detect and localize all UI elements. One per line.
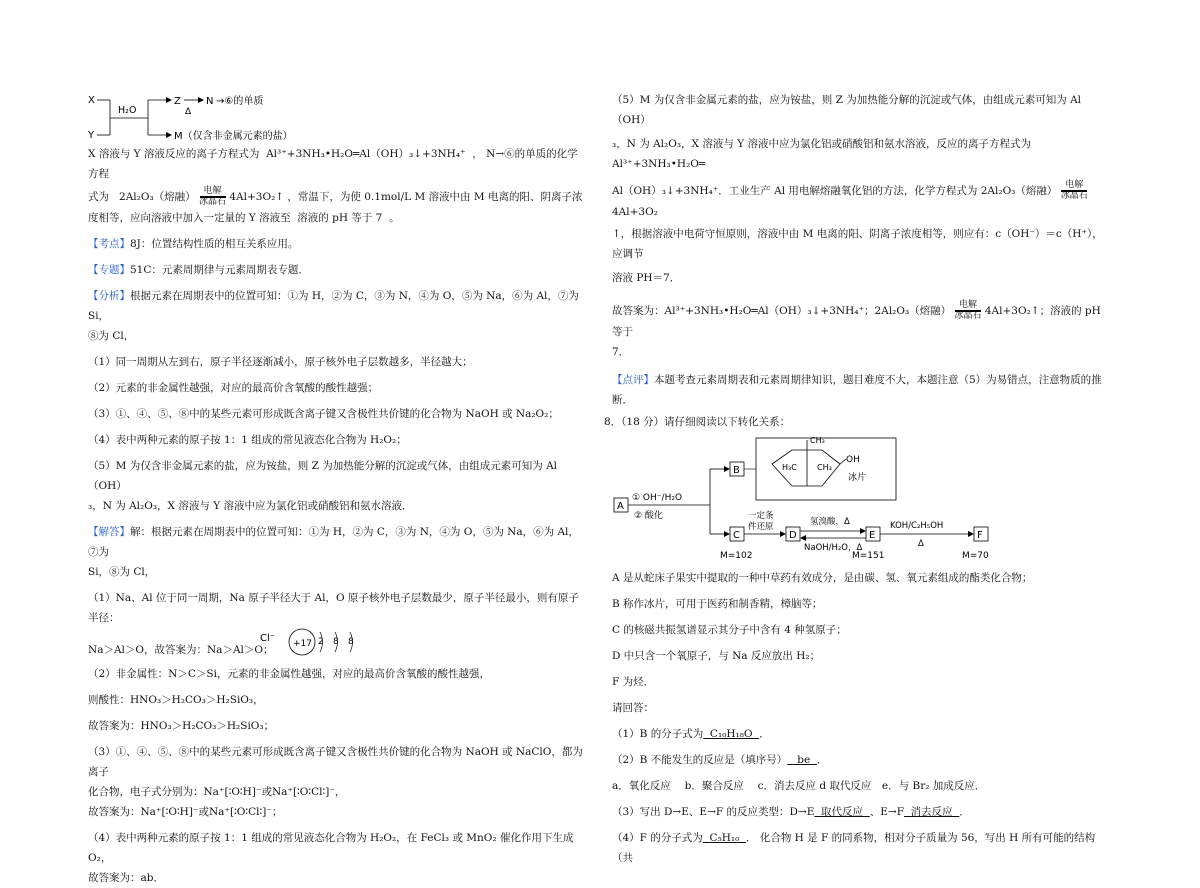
electrolysis-condition: 电解 冰晶石: [199, 186, 227, 207]
diagram-n: N: [206, 96, 214, 107]
fenxi: 【分析】根据元素在周期表中的位置可知：①为 H，②为 C，③为 N，④为 O，⑤为 Na，⑥为 Al，⑦为 Si，: [88, 290, 579, 322]
para-electrolysis: 式为 2Al₂O₃（熔融） 电解 冰晶石 4Al+3O₂↑ ，常温下，为使 0.1mol/L M 溶液中由 M 电离的阳、阴离子浓: [88, 186, 583, 207]
mass-f: M=70: [962, 551, 989, 561]
node-f: F: [977, 530, 983, 541]
r-answer: 故答案为：Al³⁺+3NH₃•H₂O═Al（OH）₃↓+3NH₄⁺；2Al₂O₃（熔融） 电解 冰晶石 4Al+3O₂↑；溶液的 pH 等于: [612, 300, 1101, 338]
fenxi-2: （2）元素的非金属性越强，对应的最高价含氧酸的酸性越强；: [88, 382, 379, 394]
r-answer-condition: 电解 冰晶石: [954, 300, 982, 321]
r-answer-cont: 7．: [612, 346, 630, 358]
b-ch3-top: CH₃: [810, 436, 825, 445]
fenxi-1: （1）同一周期从左到右，原子半径逐渐减小，原子核外电子层数越多，半径越大；: [88, 356, 473, 368]
q2-options: a．氧化反应 b．聚合反应 c．消去反应 d 取代反应 e．与 Br₂ 加成反应．: [612, 780, 986, 792]
fenxi-3: （3）①、④、⑤、⑧中的某些元素可形成既含离子键又含极性共价键的化合物为 NaOH 或 Na₂O₂；: [88, 408, 559, 420]
r-para-5: 溶液 PH＝7．: [612, 272, 681, 284]
r-para-3: Al（OH）₃↓+3NH₄⁺．工业生产 Al 用电解熔融氧化铝的方法，化学方程式为 2Al₂O₃（熔融） 电解 冰晶石 4Al+3O₂: [612, 180, 1088, 218]
para-ionic-equation: X 溶液与 Y 溶液反应的离子方程式为 Al³⁺+3NH₃•H₂O═Al（OH）₃↓+3NH₄⁺ ， N→⑥的单质的化学方程: [88, 148, 578, 180]
jieda-1-answer: Na＞Al＞O，故答案为：Na＞Al＞O；: [88, 644, 274, 656]
cl-ion-label: Cl⁻: [260, 633, 276, 644]
jieda: 【解答】解：根据元素在周期表中的位置可知：①为 H，②为 C，③为 N，④为 O，⑤为 Na，⑥为 Al，⑦为: [88, 526, 579, 558]
q4-answer: C₅H₁₀: [702, 832, 746, 844]
node-a: A: [617, 501, 624, 512]
jieda-1: （1）Na、Al 位于同一周期，Na 原子半径大于 Al，O 原子核外电子层数最少，原子半径最小，则有原子半径：: [88, 592, 579, 624]
left-column: [88, 86, 588, 888]
s6: 请回答：: [612, 702, 654, 714]
jieda-cont: Si，⑧为 Cl，: [88, 566, 156, 578]
cond-ed: NaOH/H₂O，Δ: [804, 543, 863, 553]
diagram-delta: Δ: [185, 107, 192, 117]
q2: （2）B 不能发生的反应是（填序号） be ．: [612, 754, 828, 766]
b-h3c: H₃C: [782, 463, 797, 472]
jieda-2: （2）非金属性：N＞C＞Si，元素的非金属性越强，对应的最高价含氧酸的酸性越强，: [88, 668, 490, 680]
jieda-1-row: [88, 628, 588, 658]
fenxi-4: （4）表中两种元素的原子按 1：1 组成的常见液态化合物为 H₂O₂；: [88, 434, 407, 446]
conversion-scheme: [612, 434, 1012, 564]
cl-nucleus: +17: [293, 639, 312, 649]
cond-ef-delta: Δ: [918, 539, 924, 549]
q1: （1）B 的分子式为 C₁₀H₁₈O ．: [612, 728, 770, 740]
cond-cd-1: 一定条: [748, 511, 774, 521]
s2: B 称作冰片，可用于医药和制香精，樟脑等；: [612, 598, 823, 610]
jieda-4-answer: 故答案为：ab．: [88, 872, 164, 884]
jieda-2-acid: 则酸性：HNO₃＞H₂CO₃＞H₂SiO₃，: [88, 694, 264, 706]
b-oh: OH: [846, 455, 860, 465]
cl-shell-2: 8: [333, 637, 339, 647]
s1: A 是从蛇床子果实中提取的一种中草药有效成分，是由碳、氢、氧元素组成的酯类化合物；: [612, 572, 1033, 584]
r-para-1: （5）M 为仅含非金属元素的盐，应为铵盐，则 Z 为加热能分解的沉淀或气体，由组成元素可知为 Al（OH）: [612, 94, 1082, 126]
fenxi-5-cont: ₃，N 为 Al₂O₃，X 溶液与 Y 溶液中应为氯化铝或硝酸铝和氨水溶液．: [88, 500, 413, 512]
xy-reaction-diagram: [88, 92, 318, 144]
mass-e: M=151: [852, 551, 885, 561]
cl-shell-1: 2: [318, 637, 324, 647]
b-ch3: CH₃: [817, 463, 832, 472]
jieda-3-answer: 故答案为：Na⁺[∶O∶H]⁻或Na⁺[∶O∶Cl∶]⁻；: [88, 806, 283, 818]
cond-de: 氢溴酸，Δ: [810, 517, 850, 527]
s3: C 的核磁共振氢谱显示其分子中含有 4 种氢原子；: [612, 624, 847, 636]
cond-ef: KOH/C₂H₅OH: [890, 521, 944, 531]
q4: （4）F 的分子式为 C₅H₁₀ ． 化合物 H 是 F 的同系物，相对分子质量为 56，写出 H 所有可能的结构（共: [612, 832, 1096, 864]
jieda-2-answer: 故答案为：HNO₃＞H₂CO₃＞H₂SiO₃；: [88, 720, 275, 732]
right-column: [604, 86, 1112, 868]
jieda-3-cont: 化合物，电子式分别为：Na⁺[∶O∶H]⁻或Na⁺[∶O∶Cl∶]⁻，: [88, 786, 346, 798]
diagram-z: Z: [174, 96, 181, 107]
q3-answer-2: 消去反应: [903, 806, 960, 818]
para-ph: 度相等，应向溶液中加入一定量的 Y 溶液至 溶液的 pH 等于 7 。: [88, 212, 400, 224]
node-d: D: [789, 530, 797, 541]
q3: （3）写出 D→E、E→F 的反应类型：D→E 取代反应 、E→F 消去反应 ．: [612, 806, 970, 818]
mass-c: M=102: [720, 551, 753, 561]
kaodian: 【考点】8J：位置结构性质的相互关系应用。: [88, 238, 299, 250]
r-para-2: ₃，N 为 Al₂O₃，X 溶液与 Y 溶液中应为氯化铝或硝酸铝和氨水溶液，反应的离子方程式为 Al³⁺+3NH₃•H₂O═: [612, 138, 1031, 170]
cond-cd-2: 件还原: [748, 522, 774, 532]
r-electrolysis-condition: 电解 冰晶石: [1060, 180, 1088, 201]
dianping: 【点评】本题考查元素周期表和元素周期律知识，题目难度不大，本题注意（5）为易错点，注意物质的推断．: [612, 374, 1102, 406]
node-c: C: [733, 530, 740, 541]
step-2: ② 酸化: [634, 511, 663, 521]
q8-heading: 8．（18 分）请仔细阅读以下转化关系：: [604, 416, 791, 428]
r-para-4: ↑，根据溶液中电荷守恒原则，溶液中由 M 电离的阳、阴离子浓度相等，则应有：c（OH⁻）＝c（H⁺），应调节: [612, 228, 1103, 260]
zhuanti: 【专题】51C：元素周期律与元素周期表专题．: [88, 264, 309, 276]
s4: D 中只含一个氧原子，与 Na 反应放出 H₂；: [612, 650, 821, 662]
cl-ion-structure: [260, 624, 370, 660]
q2-answer: be: [787, 754, 817, 766]
s5: F 为烃．: [612, 676, 655, 688]
diagram-n-to-6: →⑥的单质: [216, 96, 264, 107]
diagram-x: X: [88, 95, 95, 106]
diagram-m: M（仅含非金属元素的盐）: [174, 131, 293, 142]
jieda-4: （4）表中两种元素的原子按 1：1 组成的常见液态化合物为 H₂O₂，在 FeCl₃ 或 MnO₂ 催化作用下生成 O₂，: [88, 832, 574, 864]
diagram-y: Y: [88, 130, 95, 141]
jieda-3: （3）①、④、⑤、⑧中的某些元素可形成既含离子键又含极性共价键的化合物为 NaOH 或 NaClO，都为离子: [88, 746, 583, 778]
b-bingpian: 冰片: [848, 473, 867, 483]
node-b: B: [733, 465, 740, 476]
step-1: ① OH⁻/H₂O: [632, 493, 683, 503]
diagram-h2o: H₂O: [118, 105, 137, 116]
fenxi-5: （5）M 为仅含非金属元素的盐，应为铵盐，则 Z 为加热能分解的沉淀或气体，由组成元素可知为 Al（OH）: [88, 460, 558, 492]
q3-answer-1: 取代反应: [814, 806, 870, 818]
cl-shell-3: 8: [348, 637, 354, 647]
node-e: E: [869, 530, 876, 541]
q1-answer: C₁₀H₁₈O: [703, 728, 760, 740]
fenxi-cont: ⑧为 Cl，: [88, 330, 135, 342]
